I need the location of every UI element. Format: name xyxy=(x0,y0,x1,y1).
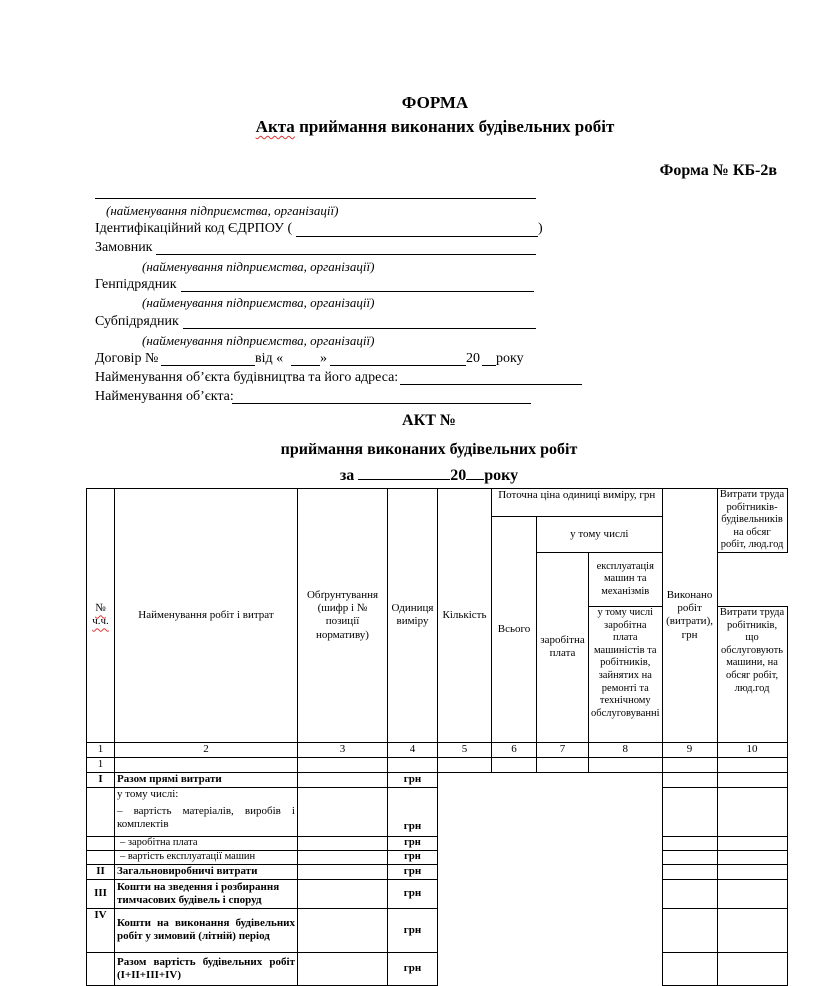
object-name-label: Найменування об’єкта: xyxy=(95,389,234,404)
cell[interactable] xyxy=(662,952,717,985)
contract-day-field[interactable] xyxy=(291,365,320,366)
cell[interactable] xyxy=(662,879,717,908)
column-number: 10 xyxy=(717,742,787,757)
form-number: Форма № КБ-2в xyxy=(659,162,777,179)
edrpou-label: Ідентифікаційний код ЄДРПОУ ( xyxy=(95,221,293,236)
header-labor-machines: Витрати труда робітників, що обслуговують машини, на обсяг робіт, люд.год xyxy=(717,606,787,742)
act-period-field[interactable] xyxy=(358,479,450,480)
act-period-year-field[interactable] xyxy=(466,479,484,480)
cell[interactable] xyxy=(537,757,589,772)
form-subtitle xyxy=(0,117,829,137)
row-unit: грн xyxy=(388,908,438,952)
header-name: Найменування робіт і витрат xyxy=(115,489,298,743)
cell[interactable] xyxy=(662,850,717,864)
header-total: Всього xyxy=(492,517,537,743)
cell[interactable] xyxy=(717,952,787,985)
contract-year-field[interactable] xyxy=(482,365,496,366)
act-title: АКТ № xyxy=(402,412,456,429)
row-unit: грн xyxy=(388,952,438,985)
cell[interactable] xyxy=(662,908,717,952)
header-justification: Обґрунтування (шифр і № позиції нормативу) xyxy=(298,489,388,743)
header-including: у тому числі xyxy=(537,517,663,553)
act-period xyxy=(0,467,829,485)
contract-quote: » xyxy=(320,351,327,366)
cell[interactable] xyxy=(717,864,787,879)
object-name-field[interactable] xyxy=(232,403,531,404)
cell[interactable] xyxy=(589,757,663,772)
organization-hint: (найменування підприємства, організації) xyxy=(106,203,339,218)
row-name: Разом прямі витрати xyxy=(115,772,298,787)
header-number: № ч.ч. xyxy=(87,489,115,743)
row-name: – вартість експлуатації машин xyxy=(115,850,298,864)
cell[interactable] xyxy=(492,757,537,772)
general-contractor-label: Генпідрядник xyxy=(95,277,177,292)
row-unit: грн xyxy=(388,879,438,908)
table-row xyxy=(87,879,788,908)
row-name: у тому числі: – вартість матеріалів, виробів і комплектів xyxy=(115,787,298,836)
header-unit: Одиниця виміру xyxy=(388,489,438,743)
header-machines-wage: у тому числі заробітна плата машиністів та робітників, зайнятих на ремонті та технічному обслуговуванні xyxy=(589,606,663,742)
cell[interactable] xyxy=(717,879,787,908)
table-row xyxy=(87,772,788,787)
cell[interactable] xyxy=(717,772,787,787)
row-number: IV xyxy=(87,908,115,952)
cell[interactable] xyxy=(298,879,388,908)
row-unit: грн xyxy=(388,864,438,879)
cell[interactable] xyxy=(717,908,787,952)
row-number: I xyxy=(87,772,115,787)
object-address-field[interactable] xyxy=(400,384,582,385)
row-name: Кошти на виконання будівельних робіт у зимовий (літній) період xyxy=(115,908,298,952)
cell[interactable] xyxy=(662,772,717,787)
row-unit: грн xyxy=(388,836,438,850)
column-number: 8 xyxy=(589,742,663,757)
cell[interactable] xyxy=(298,757,388,772)
table-row xyxy=(87,836,788,850)
column-number: 3 xyxy=(298,742,388,757)
header-current-price: Поточна ціна одиниці виміру, грн xyxy=(492,489,663,517)
cell[interactable] xyxy=(298,908,388,952)
column-number: 1 xyxy=(87,742,115,757)
column-number: 4 xyxy=(388,742,438,757)
row-unit: грн xyxy=(388,772,438,787)
cell[interactable] xyxy=(662,836,717,850)
cell[interactable] xyxy=(717,757,787,772)
header-completed: Виконано робіт (витрати), грн xyxy=(662,489,717,743)
cell[interactable] xyxy=(662,864,717,879)
table-row xyxy=(87,787,788,836)
organization-line[interactable] xyxy=(95,198,536,199)
column-number: 7 xyxy=(537,742,589,757)
form-title: ФОРМА xyxy=(401,93,469,112)
cell[interactable] xyxy=(115,757,298,772)
header-quantity: Кількість xyxy=(438,489,492,743)
form-subtitle-first-word: Акта xyxy=(255,117,295,136)
act-period-suffix: року xyxy=(484,467,519,484)
column-number: 2 xyxy=(115,742,298,757)
object-address-label: Найменування об’єкта будівництва та його адреса: xyxy=(95,370,399,385)
column-number: 9 xyxy=(662,742,717,757)
cell[interactable] xyxy=(662,757,717,772)
row-unit: грн xyxy=(388,787,438,836)
edrpou-field[interactable] xyxy=(296,236,538,237)
cell[interactable] xyxy=(717,787,787,836)
row-name: – заробітна плата xyxy=(115,836,298,850)
cell[interactable] xyxy=(717,850,787,864)
cell[interactable] xyxy=(298,864,388,879)
works-table xyxy=(86,488,788,986)
cell[interactable] xyxy=(717,836,787,850)
cell[interactable] xyxy=(298,787,388,836)
edrpou-close: ) xyxy=(538,221,543,236)
contract-year-label: 20 xyxy=(466,351,480,366)
general-contractor-field[interactable] xyxy=(181,291,534,292)
row-number: III xyxy=(87,879,115,908)
act-subtitle: приймання виконаних будівельних робіт xyxy=(280,441,578,458)
act-period-prefix: за xyxy=(339,467,355,484)
customer-field[interactable] xyxy=(156,254,536,255)
row-name: Кошти на зведення і розбирання тимчасових будівель і споруд xyxy=(115,879,298,908)
row-number: II xyxy=(87,864,115,879)
cell[interactable] xyxy=(298,850,388,864)
contract-month-field[interactable] xyxy=(330,365,466,366)
general-contractor-hint: (найменування підприємства, організації) xyxy=(142,295,375,310)
header-wage: заробітна плата xyxy=(537,552,589,742)
table-row xyxy=(87,757,788,772)
column-numbers-row xyxy=(87,742,788,757)
contract-year-suffix: року xyxy=(496,351,524,366)
column-number: 6 xyxy=(492,742,537,757)
row-unit: грн xyxy=(388,850,438,864)
contract-number-field[interactable] xyxy=(161,365,255,366)
customer-hint: (найменування підприємства, організації) xyxy=(142,259,375,274)
act-period-year: 20 xyxy=(450,467,467,484)
row-name: Разом вартість будівельних робіт (I+II+III+IV) xyxy=(115,952,298,985)
table-row xyxy=(87,908,788,952)
cell[interactable] xyxy=(298,952,388,985)
cell[interactable] xyxy=(388,757,438,772)
contract-from-label: від « xyxy=(255,351,284,366)
subcontractor-label: Субпідрядник xyxy=(95,314,179,329)
cell[interactable] xyxy=(298,836,388,850)
column-number: 5 xyxy=(438,742,492,757)
subcontractor-field[interactable] xyxy=(183,328,536,329)
header-labor-builders: Витрати труда робітників-будівельників на обсяг робіт, люд.год xyxy=(717,489,787,553)
table-row xyxy=(87,952,788,985)
cell[interactable] xyxy=(662,787,717,836)
row-number: 1 xyxy=(87,757,115,772)
contract-label: Договір № xyxy=(95,351,159,366)
cell[interactable] xyxy=(298,772,388,787)
subcontractor-hint: (найменування підприємства, організації) xyxy=(142,333,375,348)
customer-label: Замовник xyxy=(95,240,153,255)
form-subtitle-rest: приймання виконаних будівельних робіт xyxy=(294,117,615,136)
row-name: Загальновиробничі витрати xyxy=(115,864,298,879)
table-row xyxy=(87,864,788,879)
header-machines: експлуатація машин та механізмів xyxy=(589,552,663,606)
cell[interactable] xyxy=(438,757,492,772)
table-row xyxy=(87,850,788,864)
